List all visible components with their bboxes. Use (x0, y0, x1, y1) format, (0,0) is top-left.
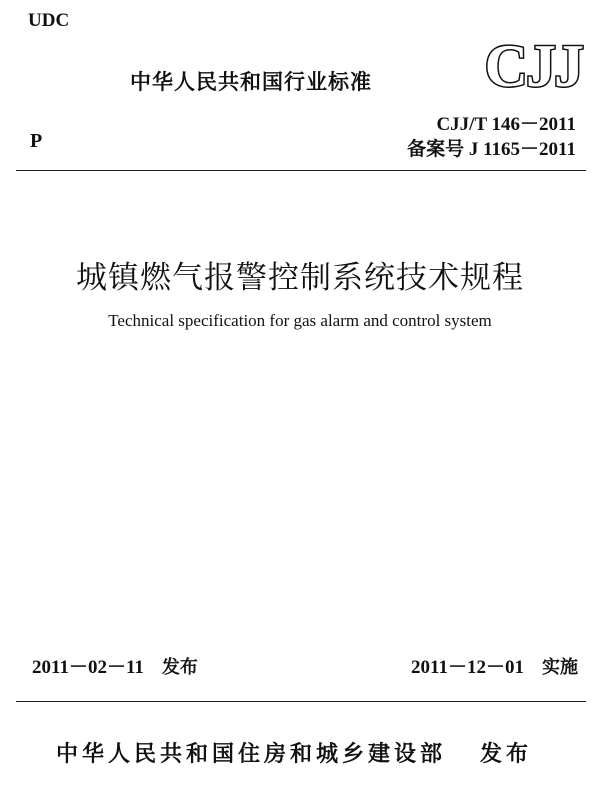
standard-codes (407, 112, 576, 162)
title-english: Technical specification for gas alarm and control system (108, 311, 492, 330)
standard-number: CJJ/T 146－2011 (436, 114, 576, 135)
publisher-line (56, 737, 532, 768)
cjj-logo: CJJ (484, 33, 582, 99)
footer-divider (16, 701, 586, 702)
publisher-action: 发布 (480, 742, 533, 767)
header-divider (16, 170, 586, 171)
record-number: 备案号 J 1165－2011 (407, 139, 576, 160)
issue-date: 2011－02－11 (32, 657, 144, 678)
issue-label: 发布 (161, 657, 198, 678)
issue-date-block (32, 652, 198, 679)
standard-type: 中华人民共和国行业标准 (130, 70, 372, 94)
title-chinese: 城镇燃气报警控制系统技术规程 (76, 260, 524, 296)
udc-label: UDC (28, 10, 70, 31)
implement-date-block (411, 652, 578, 679)
implement-date: 2011－12－01 (411, 657, 524, 678)
classification-code: P (30, 130, 43, 152)
publisher-name: 中华人民共和国住房和城乡建设部 (56, 742, 447, 767)
implement-label: 实施 (542, 657, 578, 678)
